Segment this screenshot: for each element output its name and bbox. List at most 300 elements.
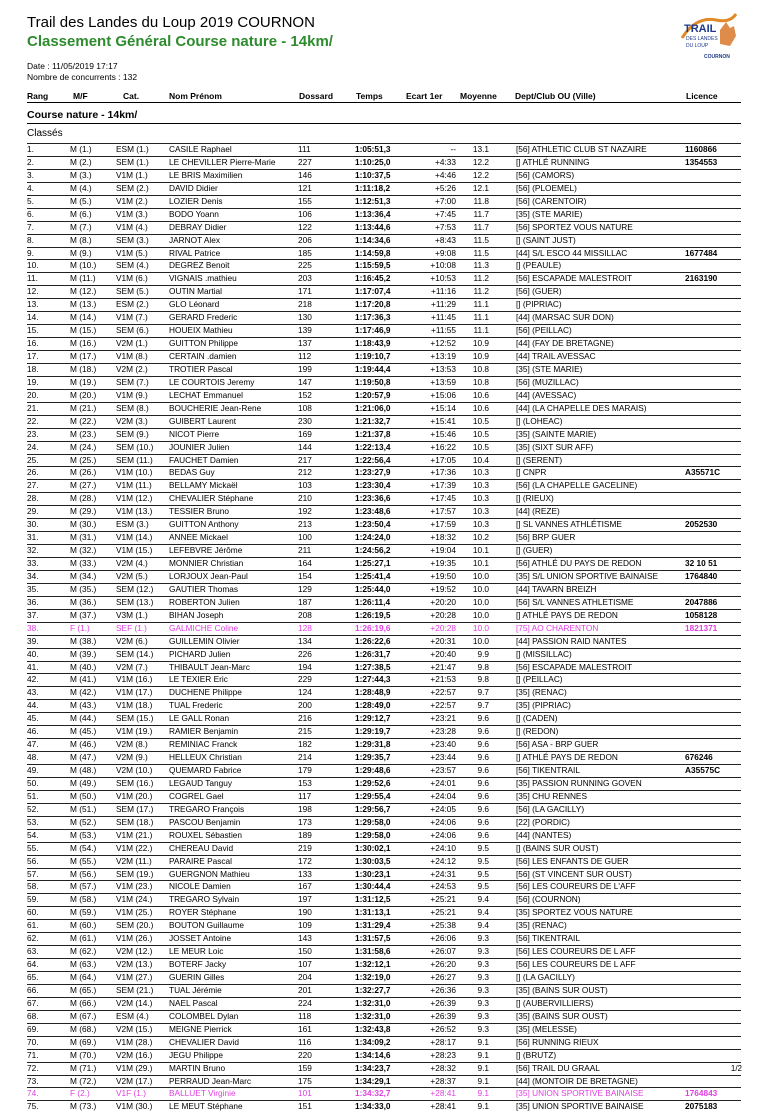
cell-time: 1:26:31,7 [355, 648, 391, 659]
cell-gap: +17:05 [430, 454, 456, 465]
cell-avg: 9.3 [477, 946, 489, 957]
cell-name: GUERIN Gilles [169, 972, 225, 982]
cell-club: [56] (MUZILLAC) [516, 376, 579, 387]
cell-gap: +28:41 [430, 1101, 456, 1112]
cell-avg: 10.4 [472, 454, 489, 465]
cell-time: 1:24:56,2 [355, 545, 391, 556]
cell-rank: 4. [27, 182, 34, 193]
cell-cat: SEM (7.) [116, 376, 149, 387]
cell-gap: +21:47 [430, 661, 456, 672]
cell-club: [44] TRAIL AVESSAC [516, 351, 596, 361]
cell-time: 1:25:41,4 [355, 570, 391, 581]
cell-name: LEFEBVRE Jérôme [169, 545, 243, 556]
cell-rank: 41. [27, 661, 39, 672]
cell-mf: M (21.) [70, 402, 97, 413]
cell-rank: 75. [27, 1101, 39, 1112]
cell-cat: SEM (12.) [116, 583, 154, 594]
cell-gap: +25:21 [430, 894, 456, 905]
cell-time: 1:23:36,6 [355, 493, 391, 504]
cell-rank: 45. [27, 713, 39, 724]
cell-name: LECHAT Emmanuel [169, 389, 243, 400]
cell-rank: 38. [27, 622, 39, 633]
cell-gap: +15:14 [430, 402, 456, 413]
cell-club: [35] PASSION RUNNING GOVEN [516, 777, 642, 788]
cell-avg: 10.0 [472, 635, 489, 646]
cell-bib: 153 [298, 777, 312, 788]
cell-gap: +11:16 [431, 286, 456, 297]
cell-time: 1:27:44,3 [355, 674, 391, 685]
cell-cat: V2M (4.) [116, 558, 148, 568]
cell-time: 1:31:13,1 [355, 907, 391, 918]
cell-cat: SEM (20.) [116, 920, 154, 931]
cell-bib: 200 [298, 700, 312, 711]
cell-gap: +26:06 [430, 933, 456, 944]
cell-cat: SEM (17.) [116, 803, 154, 814]
cell-name: LE GALL Ronan [169, 713, 230, 724]
cell-club: [56] LES ENFANTS DE GUER [516, 855, 629, 866]
trail-logo [676, 10, 744, 62]
cell-time: 1:17:36,3 [355, 312, 391, 323]
cell-gap: +15:06 [430, 389, 456, 400]
cell-rank: 66. [27, 984, 39, 995]
cell-club: [] (SERENT) [516, 454, 563, 465]
cell-time: 1:34:29,1 [355, 1075, 391, 1086]
cell-cat: SEM (18.) [116, 816, 154, 827]
cell-rank: 15. [27, 325, 39, 336]
cell-avg: 9.6 [477, 765, 489, 775]
cell-cat: V1M (21.) [116, 829, 153, 840]
cell-time: 1:22:56,4 [355, 454, 391, 465]
cell-name: THIBAULT Jean-Marc [169, 661, 250, 672]
table-row [27, 712, 741, 725]
cell-gap: +17:36 [430, 467, 456, 478]
cell-bib: 150 [298, 946, 312, 957]
cell-rank: 53. [27, 816, 39, 827]
cell-club: [56] (CARENTOIR) [516, 195, 587, 206]
cell-rank: 50. [27, 777, 39, 788]
cell-club: [56] (GUER) [516, 286, 562, 297]
cell-mf: M (55.) [70, 855, 97, 866]
cell-bib: 224 [298, 997, 312, 1008]
cell-name: BOTERF Jacky [169, 959, 227, 970]
cell-avg: 9.3 [477, 997, 489, 1008]
cell-rank: 37. [27, 609, 39, 620]
cell-name: GALMICHE Coline [169, 622, 239, 633]
cell-mf: M (5.) [70, 195, 92, 206]
cell-rank: 43. [27, 687, 39, 698]
cell-avg: 9.1 [477, 1062, 489, 1073]
table-row [27, 1036, 741, 1049]
cell-rank: 1. [27, 144, 34, 154]
cell-club: [] (SAINT JUST) [516, 234, 576, 245]
logo-line-4: COURNON [704, 54, 730, 60]
cell-avg: 9.4 [477, 920, 489, 931]
cell-club: [35] (RENAC) [516, 687, 567, 698]
cell-mf: M (43.) [70, 700, 97, 711]
cell-mf: M (53.) [70, 829, 97, 840]
cell-mf: M (28.) [70, 493, 97, 504]
cell-mf: M (20.) [70, 389, 97, 400]
cell-lic: 2047886 [685, 596, 718, 607]
cell-avg: 10.1 [472, 558, 489, 568]
table-row [27, 505, 741, 518]
cell-mf: M (35.) [70, 583, 97, 594]
table-row [27, 596, 741, 609]
cell-bib: 161 [298, 1023, 312, 1034]
cell-bib: 212 [298, 467, 312, 478]
cell-time: 1:10:37,5 [355, 169, 391, 180]
col-name: Nom Prénom [169, 91, 222, 101]
cell-avg: 9.6 [477, 816, 489, 827]
cell-name: GERARD Frederic [169, 312, 238, 323]
table-row [27, 609, 741, 622]
cell-time: 1:31:12,5 [355, 894, 391, 905]
cell-cat: V1M (27.) [116, 972, 153, 982]
cell-time: 1:26:11,4 [355, 596, 391, 607]
cell-cat: V2M (13.) [116, 959, 153, 970]
cell-avg: 12.2 [472, 169, 489, 180]
cell-bib: 220 [298, 1049, 312, 1060]
cell-gap: +7:45 [435, 208, 456, 219]
cell-bib: 190 [298, 907, 312, 918]
cell-avg: 11.5 [473, 247, 489, 258]
cell-name: BODO Yoann [169, 208, 219, 219]
cell-bib: 146 [298, 169, 312, 180]
cell-club: [56] LES COUREURS DE L'AFF [516, 881, 636, 892]
cell-gap: +24:04 [430, 790, 456, 801]
cell-gap: +19:35 [430, 558, 456, 568]
cell-club: [56] (PEILLAC) [516, 325, 572, 336]
cell-bib: 219 [298, 842, 312, 853]
cell-avg: 9.9 [477, 648, 489, 659]
cell-cat: V1M (20.) [116, 790, 153, 801]
cell-time: 1:26:19,6 [355, 622, 391, 633]
cell-rank: 74. [27, 1088, 39, 1099]
cell-avg: 9.4 [477, 894, 489, 905]
cell-name: LEGAUD Tanguy [169, 777, 233, 788]
cell-bib: 147 [298, 376, 312, 387]
cell-club: [56] (CAMORS) [516, 169, 575, 180]
cell-name: JOUNIER Julien [169, 441, 230, 452]
table-row [27, 673, 741, 686]
cell-avg: 10.1 [472, 545, 489, 556]
cell-time: 1:30:23,1 [355, 868, 391, 879]
cell-gap: +4:46 [435, 169, 456, 180]
table-row [27, 635, 741, 648]
cell-name: CERTAIN .damien [169, 351, 237, 361]
cell-gap: +21:53 [430, 674, 456, 685]
cell-club: [35] (PIPRIAC) [516, 700, 571, 711]
table-row [27, 298, 741, 311]
cell-cat: V1M (16.) [116, 674, 153, 685]
cell-bib: 171 [298, 286, 312, 297]
cell-gap: +23:40 [430, 739, 456, 750]
cell-mf: M (72.) [70, 1075, 97, 1086]
cell-gap: +28:32 [430, 1062, 456, 1073]
cell-lic: 1764843 [685, 1088, 718, 1099]
cell-rank: 9. [27, 247, 34, 258]
cell-name: TESSIER Bruno [169, 506, 229, 517]
cell-bib: 144 [298, 441, 312, 452]
cell-cat: V1M (24.) [116, 894, 153, 905]
cell-bib: 108 [298, 402, 312, 413]
cell-gap: +24:05 [430, 803, 456, 814]
cell-name: JOSSET Antoine [169, 933, 232, 944]
cell-avg: 9.1 [477, 1075, 489, 1086]
cell-gap: +9:08 [435, 247, 456, 258]
cell-gap: +4:33 [435, 156, 456, 167]
cell-gap: +13:19 [430, 351, 456, 361]
cell-mf: M (60.) [70, 920, 97, 931]
cell-time: 1:16:45,2 [355, 273, 391, 284]
cell-rank: 61. [27, 920, 39, 931]
cell-name: RIVAL Patrice [169, 247, 221, 258]
cell-bib: 226 [298, 648, 312, 659]
cell-club: [56] ATHLETIC CLUB ST NAZAIRE [516, 144, 647, 154]
cell-mf: M (52.) [70, 816, 97, 827]
cell-gap: +26:39 [430, 1010, 456, 1021]
table-row [27, 790, 741, 803]
cell-mf: M (23.) [70, 428, 97, 439]
cell-lic: 2052530 [685, 519, 718, 530]
cell-cat: V2M (14.) [116, 997, 153, 1008]
cell-club: [35] (SIXT SUR AFF) [516, 441, 594, 452]
cell-club: [56] (PLOEMEL) [516, 182, 577, 193]
cell-gap: +8:43 [435, 234, 456, 245]
cell-gap: +15:41 [430, 415, 456, 426]
cell-rank: 10. [27, 260, 39, 271]
cell-mf: M (31.) [70, 532, 97, 543]
cell-mf: M (1.) [70, 144, 92, 154]
cell-time: 1:19:10,7 [355, 351, 391, 361]
cell-cat: V2M (16.) [116, 1049, 153, 1060]
cell-club: [44] TAVARN BREIZH [516, 583, 597, 594]
cell-cat: V2M (8.) [116, 739, 148, 750]
cell-gap: +25:21 [430, 907, 456, 918]
cell-name: GAUTIER Thomas [169, 583, 239, 594]
report-date: Date : 11/05/2019 17:17 [27, 61, 118, 71]
cell-cat: V2M (11.) [116, 855, 152, 866]
cell-time: 1:32:19,0 [355, 972, 391, 982]
table-row [27, 324, 741, 337]
cell-time: 1:17:46,9 [355, 325, 391, 336]
cell-lic: 1821371 [685, 622, 718, 633]
table-row [27, 945, 741, 958]
table-row [27, 919, 741, 932]
cell-mf: M (65.) [70, 984, 97, 995]
cell-mf: M (56.) [70, 868, 97, 879]
cell-name: LE MEUT Stéphane [169, 1101, 243, 1112]
cell-time: 1:27:38,5 [355, 661, 391, 672]
cell-mf: M (73.) [70, 1101, 97, 1112]
cell-mf: M (69.) [70, 1036, 97, 1047]
cell-bib: 124 [298, 687, 312, 698]
cell-time: 1:10:25,0 [355, 156, 391, 167]
cell-gap: +24:06 [430, 816, 456, 827]
cell-rank: 57. [27, 868, 39, 879]
cell-avg: 12.2 [472, 156, 489, 167]
table-row [27, 182, 741, 195]
cell-name: GUERGNON Mathieu [169, 868, 250, 879]
cell-club: [35] SPORTEZ VOUS NATURE [516, 907, 633, 918]
cell-bib: 198 [298, 803, 312, 814]
cell-rank: 39. [27, 635, 39, 646]
cell-avg: 10.5 [472, 415, 489, 426]
cell-bib: 107 [298, 959, 312, 970]
cell-bib: 225 [298, 260, 312, 271]
table-row [27, 1087, 741, 1100]
cell-name: LE BRIS Maximilien [169, 169, 243, 180]
cell-gap: +20:28 [430, 609, 456, 620]
cell-cat: V1M (13.) [116, 506, 153, 517]
cell-avg: 9.6 [477, 777, 489, 788]
cell-rank: 42. [27, 674, 39, 685]
cell-bib: 167 [298, 881, 312, 892]
cell-rank: 44. [27, 700, 39, 711]
cell-bib: 121 [298, 182, 312, 193]
cell-mf: M (71.) [70, 1062, 97, 1073]
cell-cat: V2M (2.) [116, 363, 148, 374]
table-row [27, 777, 741, 790]
cell-rank: 64. [27, 959, 39, 970]
cell-cat: V1M (1.) [116, 169, 148, 180]
cell-gap: +24:53 [430, 881, 456, 892]
cell-time: 1:21:37,8 [355, 428, 391, 439]
table-row [27, 971, 741, 984]
table-row [27, 363, 741, 376]
cell-name: BOUCHERIE Jean-Rene [169, 402, 262, 413]
cell-club: [] ATHLÉ PAYS DE REDON [516, 609, 618, 620]
subsection-title: Classés [27, 128, 63, 139]
cell-mf: F (1.) [70, 622, 90, 633]
cell-mf: M (25.) [70, 454, 97, 465]
cell-bib: 117 [298, 790, 312, 801]
cell-club: [35] S/L UNION SPORTIVE BAINAISE [516, 570, 659, 581]
cell-gap: +22:57 [430, 700, 456, 711]
cell-bib: 155 [298, 195, 312, 206]
cell-mf: M (40.) [70, 661, 97, 672]
cell-avg: 9.1 [477, 1036, 489, 1047]
cell-cat: ESM (2.) [116, 299, 149, 310]
cell-bib: 172 [298, 855, 312, 866]
cell-name: RAMIER Benjamin [169, 726, 239, 737]
cell-mf: M (42.) [70, 687, 97, 698]
cell-club: [35] (BAINS SUR OUST) [516, 984, 608, 995]
cell-gap: +11:55 [431, 325, 456, 336]
cell-rank: 65. [27, 972, 39, 982]
cell-lic: 2163190 [685, 273, 718, 284]
cell-avg: 13.1 [472, 144, 489, 154]
cell-avg: 10.3 [472, 493, 489, 504]
cell-cat: V2M (10.) [116, 765, 153, 775]
competitor-count: Nombre de concurrents : 132 [27, 72, 138, 82]
table-row [27, 428, 741, 441]
cell-rank: 8. [27, 234, 34, 245]
cell-bib: 103 [298, 480, 312, 491]
cell-lic: 2075183 [685, 1101, 718, 1112]
cell-club: [35] (RENAC) [516, 920, 567, 931]
cell-mf: M (37.) [70, 609, 97, 620]
cell-rank: 24. [27, 441, 39, 452]
table-row [27, 221, 741, 234]
table-row [27, 842, 741, 855]
table-row [27, 816, 741, 829]
col-cat: Cat. [123, 91, 140, 101]
cell-avg: 10.2 [472, 532, 489, 543]
table-row [27, 829, 741, 842]
cell-club: [35] UNION SPORTIVE BAINAISE [516, 1088, 644, 1099]
cell-time: 1:32:27,7 [355, 984, 391, 995]
cell-name: ROYER Stéphane [169, 907, 237, 918]
table-row [27, 169, 741, 182]
cell-avg: 10.0 [472, 570, 489, 581]
cell-cat: V1M (4.) [116, 221, 148, 232]
cell-cat: V1F (1.) [116, 1088, 146, 1099]
cell-mf: F (2.) [70, 1088, 90, 1099]
cell-mf: M (18.) [70, 363, 97, 374]
table-row [27, 984, 741, 997]
cell-cat: SEM (21.) [116, 984, 154, 995]
cell-cat: V1M (26.) [116, 933, 153, 944]
table-row [27, 441, 741, 454]
cell-name: MARTIN Bruno [169, 1062, 226, 1073]
cell-avg: 10.8 [472, 363, 489, 374]
cell-club: [] (REDON) [516, 726, 559, 737]
cell-mf: M (9.) [70, 247, 92, 258]
cell-bib: 217 [298, 454, 312, 465]
cell-gap: +26:07 [430, 946, 456, 957]
cell-cat: SEM (15.) [116, 713, 154, 724]
table-row [27, 751, 741, 764]
cell-gap: +24:01 [430, 777, 456, 788]
cell-rank: 18. [27, 363, 39, 374]
col-license: Licence [686, 91, 718, 101]
cell-avg: 11.8 [473, 195, 489, 206]
table-row [27, 272, 741, 285]
table-row [27, 868, 741, 881]
cell-avg: 9.6 [477, 803, 489, 814]
cell-gap: +24:12 [430, 855, 456, 866]
table-row [27, 492, 741, 505]
cell-club: [] (PEILLAC) [516, 674, 563, 685]
cell-gap: +7:00 [435, 195, 456, 206]
cell-cat: V1M (18.) [116, 700, 153, 711]
cell-mf: M (11.) [70, 273, 96, 284]
table-row [27, 156, 741, 169]
cell-club: [35] (BAINS SUR OUST) [516, 1010, 608, 1021]
cell-avg: 9.8 [477, 661, 489, 672]
cell-club: [56] (COURNON) [516, 894, 581, 905]
cell-rank: 17. [27, 351, 39, 361]
cell-rank: 28. [27, 493, 39, 504]
cell-rank: 73. [27, 1075, 39, 1086]
cell-cat: SEM (5.) [116, 286, 149, 297]
cell-bib: 154 [298, 570, 312, 581]
col-time: Temps [356, 91, 383, 101]
cell-bib: 152 [298, 389, 312, 400]
cell-name: LOZIER Denis [169, 195, 223, 206]
cell-avg: 10.0 [472, 583, 489, 594]
cell-mf: M (41.) [70, 674, 97, 685]
cell-bib: 230 [298, 415, 312, 426]
cell-name: MEIGNE Pierrick [169, 1023, 232, 1034]
cell-club: [56] BRP GUER [516, 532, 576, 543]
cell-time: 1:14:59,8 [355, 247, 391, 258]
table-row [27, 208, 741, 221]
cell-gap: +10:08 [430, 260, 456, 271]
cell-bib: 109 [298, 920, 312, 931]
cell-gap: +28:41 [430, 1088, 456, 1099]
